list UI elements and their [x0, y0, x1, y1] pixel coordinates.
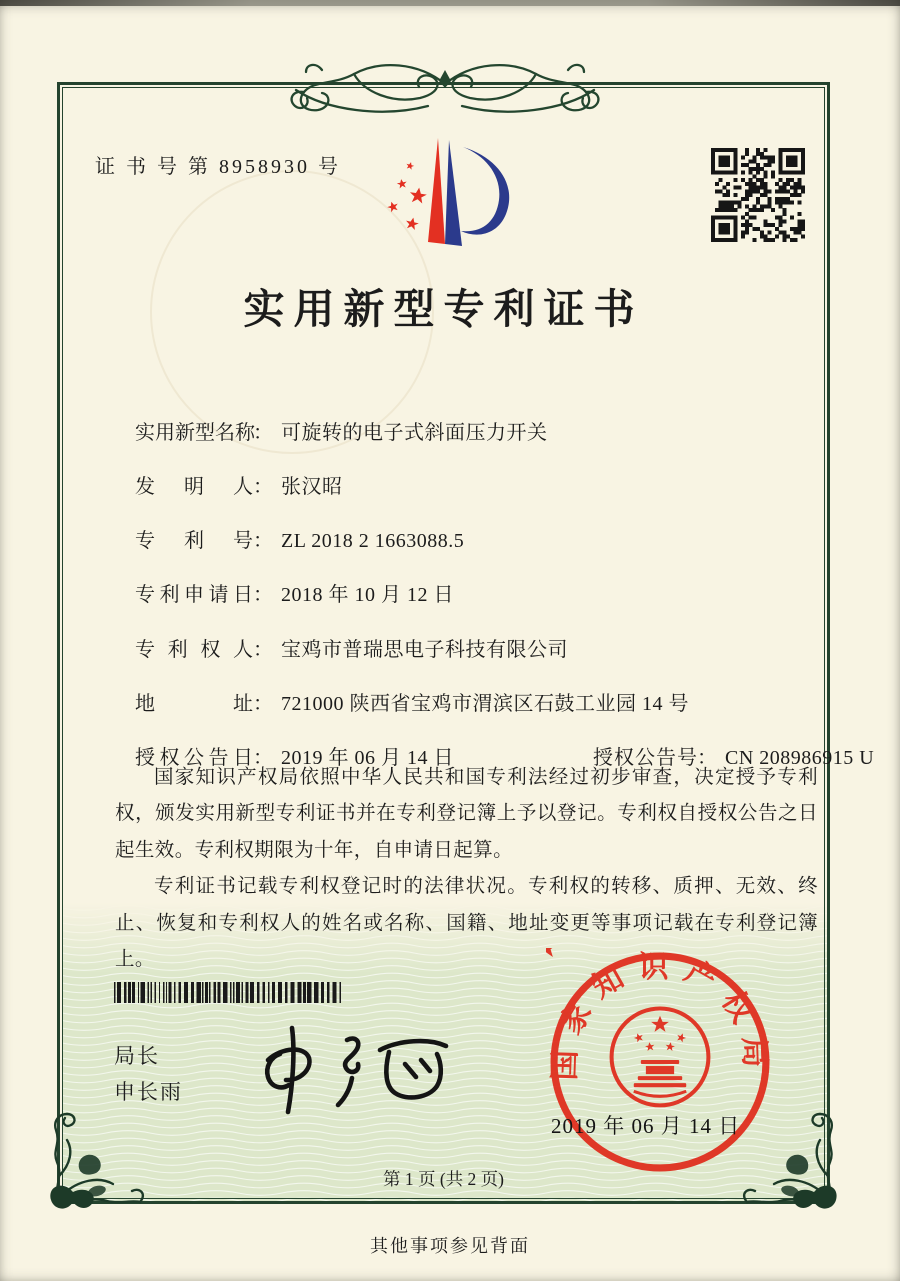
legal-paragraph-2: 专利证书记载专利权登记时的法律状况。专利权的转移、质押、无效、终止、恢复和专利权人的姓名或名称、国籍、地址变更等事项记载在专利登记簿上。 — [115, 876, 818, 971]
certificate-title: 实用新型专利证书 — [243, 286, 644, 332]
field-label: 地址 — [135, 693, 253, 715]
colon: ： — [697, 747, 717, 769]
colon: ： — [253, 639, 273, 661]
signer-title: 局长 — [114, 1044, 160, 1068]
legal-text — [115, 760, 818, 978]
field-label: 授权公告号 — [593, 747, 697, 769]
bottom-left-corner-ornament — [43, 1106, 153, 1216]
ornament-center-diamond — [439, 70, 451, 88]
field-value: 721000 陕西省宝鸡市渭滨区石鼓工业园 14 号 — [281, 693, 689, 715]
footer-note: 其他事项参见背面 — [370, 1236, 530, 1256]
colon: ： — [253, 693, 273, 715]
page-number: 第 1 页 (共 2 页) — [382, 1169, 505, 1189]
seal-date: 2019 年 06 月 14 日 — [551, 1114, 741, 1138]
field-value: ZL 2018 2 1663088.5 — [281, 530, 465, 552]
barcode — [114, 982, 346, 1003]
colon: ： — [253, 584, 273, 606]
official-seal-cnipa — [546, 948, 774, 1176]
field-value: 宝鸡市普瑞思电子科技有限公司 — [281, 639, 568, 661]
field-value: CN 208986915 U — [725, 747, 875, 769]
field-value: 2019 年 06 月 14 日 — [281, 747, 454, 769]
signer-name: 申长雨 — [114, 1080, 183, 1104]
colon: ： — [253, 422, 273, 444]
seal-ring-text: 国家知识产权局 — [547, 950, 773, 1081]
signature-shen-changyu — [252, 1020, 462, 1120]
field-label: 授权公告日 — [135, 747, 253, 769]
colon: ： — [253, 747, 273, 769]
certificate-number: 证 书 号 第 8958930 号 — [95, 156, 341, 178]
field-value: 可旋转的电子式斜面压力开关 — [281, 422, 548, 444]
legal-paragraph-1: 国家知识产权局依照中华人民共和国专利法经过初步审查，决定授予专利权，颁发实用新型专利证书并在专利登记簿上予以登记。专利权自授权公告之日起生效。专利权期限为十年，自申请日起算。 — [115, 767, 818, 861]
scan-edge-shadow — [0, 0, 900, 6]
field-label: 实用新型名称 — [135, 422, 255, 444]
colon: ： — [253, 476, 273, 498]
field-label: 发明人 — [135, 476, 253, 498]
field-label: 专利申请日 — [135, 584, 253, 606]
field-label: 专利权人 — [135, 639, 253, 661]
field-value: 张汉昭 — [281, 476, 343, 498]
colon: ： — [253, 530, 273, 552]
top-flourish-ornament — [262, 48, 628, 128]
cnipa-logo-icon — [383, 134, 523, 259]
qr-code — [711, 148, 805, 242]
field-label: 专利号 — [135, 530, 253, 552]
field-value: 2018 年 10 月 12 日 — [281, 584, 454, 606]
